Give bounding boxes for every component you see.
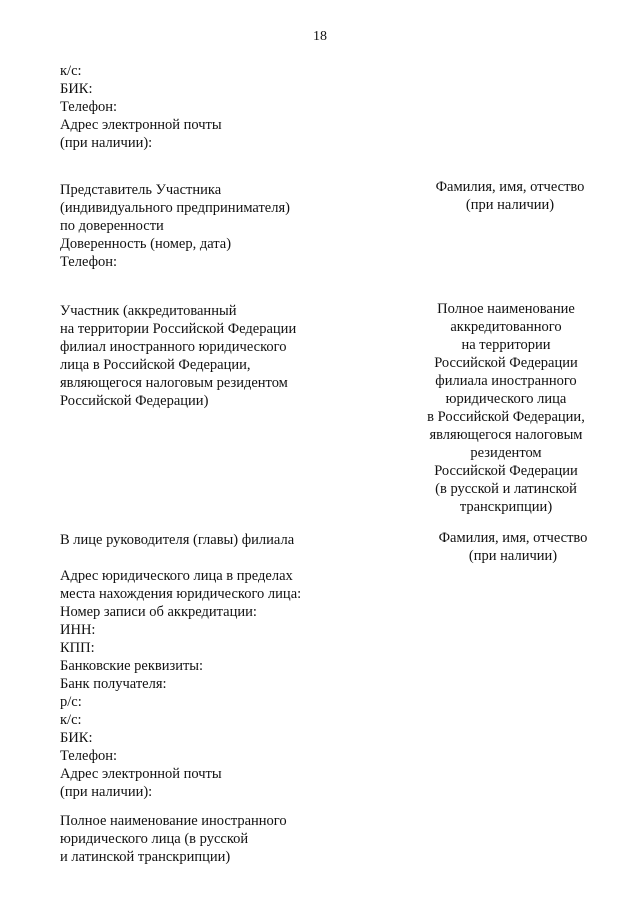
participant-line: лица в Российской Федерации, [60,357,251,373]
bank-details-label: Банковские реквизиты: [60,658,204,674]
caption-line: (при наличии) [465,197,555,213]
representative-name-caption [410,178,610,214]
legal-address-label: Адрес юридического лица в пределах [60,568,293,584]
accreditation-record-label: Номер записи об аккредитации: [60,604,257,620]
participant-line: на территории Российской Федерации [60,321,297,337]
caption-line: Российской Федерации [434,463,578,479]
caption-line: аккредитованного [450,319,562,335]
inn-label: ИНН: [60,622,96,638]
caption-line: Российской Федерации [434,355,578,371]
caption-line: Фамилия, имя, отчество [435,179,585,195]
caption-line: резидентом [470,445,542,461]
caption-line: филиала иностранного [435,373,577,389]
email-optional-note: (при наличии): [60,135,153,151]
head-of-branch-block [60,531,294,549]
representative-block [60,181,290,271]
caption-line: транскрипции) [459,499,553,515]
participant-name-caption [410,300,602,516]
participant-line: Участник (аккредитованный [60,303,237,319]
caption-line: являющегося налоговым [429,427,583,443]
representative-line: по доверенности [60,218,164,234]
foreign-entity-line: юридического лица (в русской [60,831,249,847]
participant-line: филиал иностранного юридического [60,339,287,355]
email-label: Адрес электронной почты [60,117,222,133]
bank-corr-account-label: к/с: [60,63,82,79]
legal-details-block [60,567,301,801]
representative-phone-label: Телефон: [60,254,118,270]
participant-line: являющегося налоговым резидентом [60,375,288,391]
caption-line: в Российской Федерации, [427,409,585,425]
page-number: 18 [313,29,327,44]
bank-details-block [60,62,222,152]
caption-line: (в русской и латинской [435,481,577,497]
email-label: Адрес электронной почты [60,766,222,782]
email-optional-note: (при наличии): [60,784,153,800]
phone-label: Телефон: [60,99,118,115]
participant-block [60,302,296,410]
beneficiary-bank-label: Банк получателя: [60,676,167,692]
power-of-attorney-label: Доверенность (номер, дата) [60,236,232,252]
representative-line: (индивидуального предпринимателя) [60,200,290,216]
bik-label: БИК: [60,730,93,746]
head-of-branch-label: В лице руководителя (главы) филиала [60,532,295,548]
foreign-entity-line: Полное наименование иностранного [60,813,287,829]
bank-bik-label: БИК: [60,81,93,97]
phone-label: Телефон: [60,748,118,764]
caption-line: (при наличии) [468,548,558,564]
corr-account-label: к/с: [60,712,82,728]
caption-line: на территории [461,337,551,353]
legal-address-label: места нахождения юридического лица: [60,586,302,602]
caption-line: Фамилия, имя, отчество [438,530,588,546]
foreign-entity-name-block [60,812,287,866]
representative-line: Представитель Участника [60,182,222,198]
foreign-entity-line: и латинской транскрипции) [60,849,231,865]
kpp-label: КПП: [60,640,95,656]
participant-line: Российской Федерации) [60,393,209,409]
caption-line: Полное наименование [437,301,575,317]
caption-line: юридического лица [445,391,567,407]
settlement-account-label: р/с: [60,694,82,710]
head-of-branch-name-caption [418,529,608,565]
